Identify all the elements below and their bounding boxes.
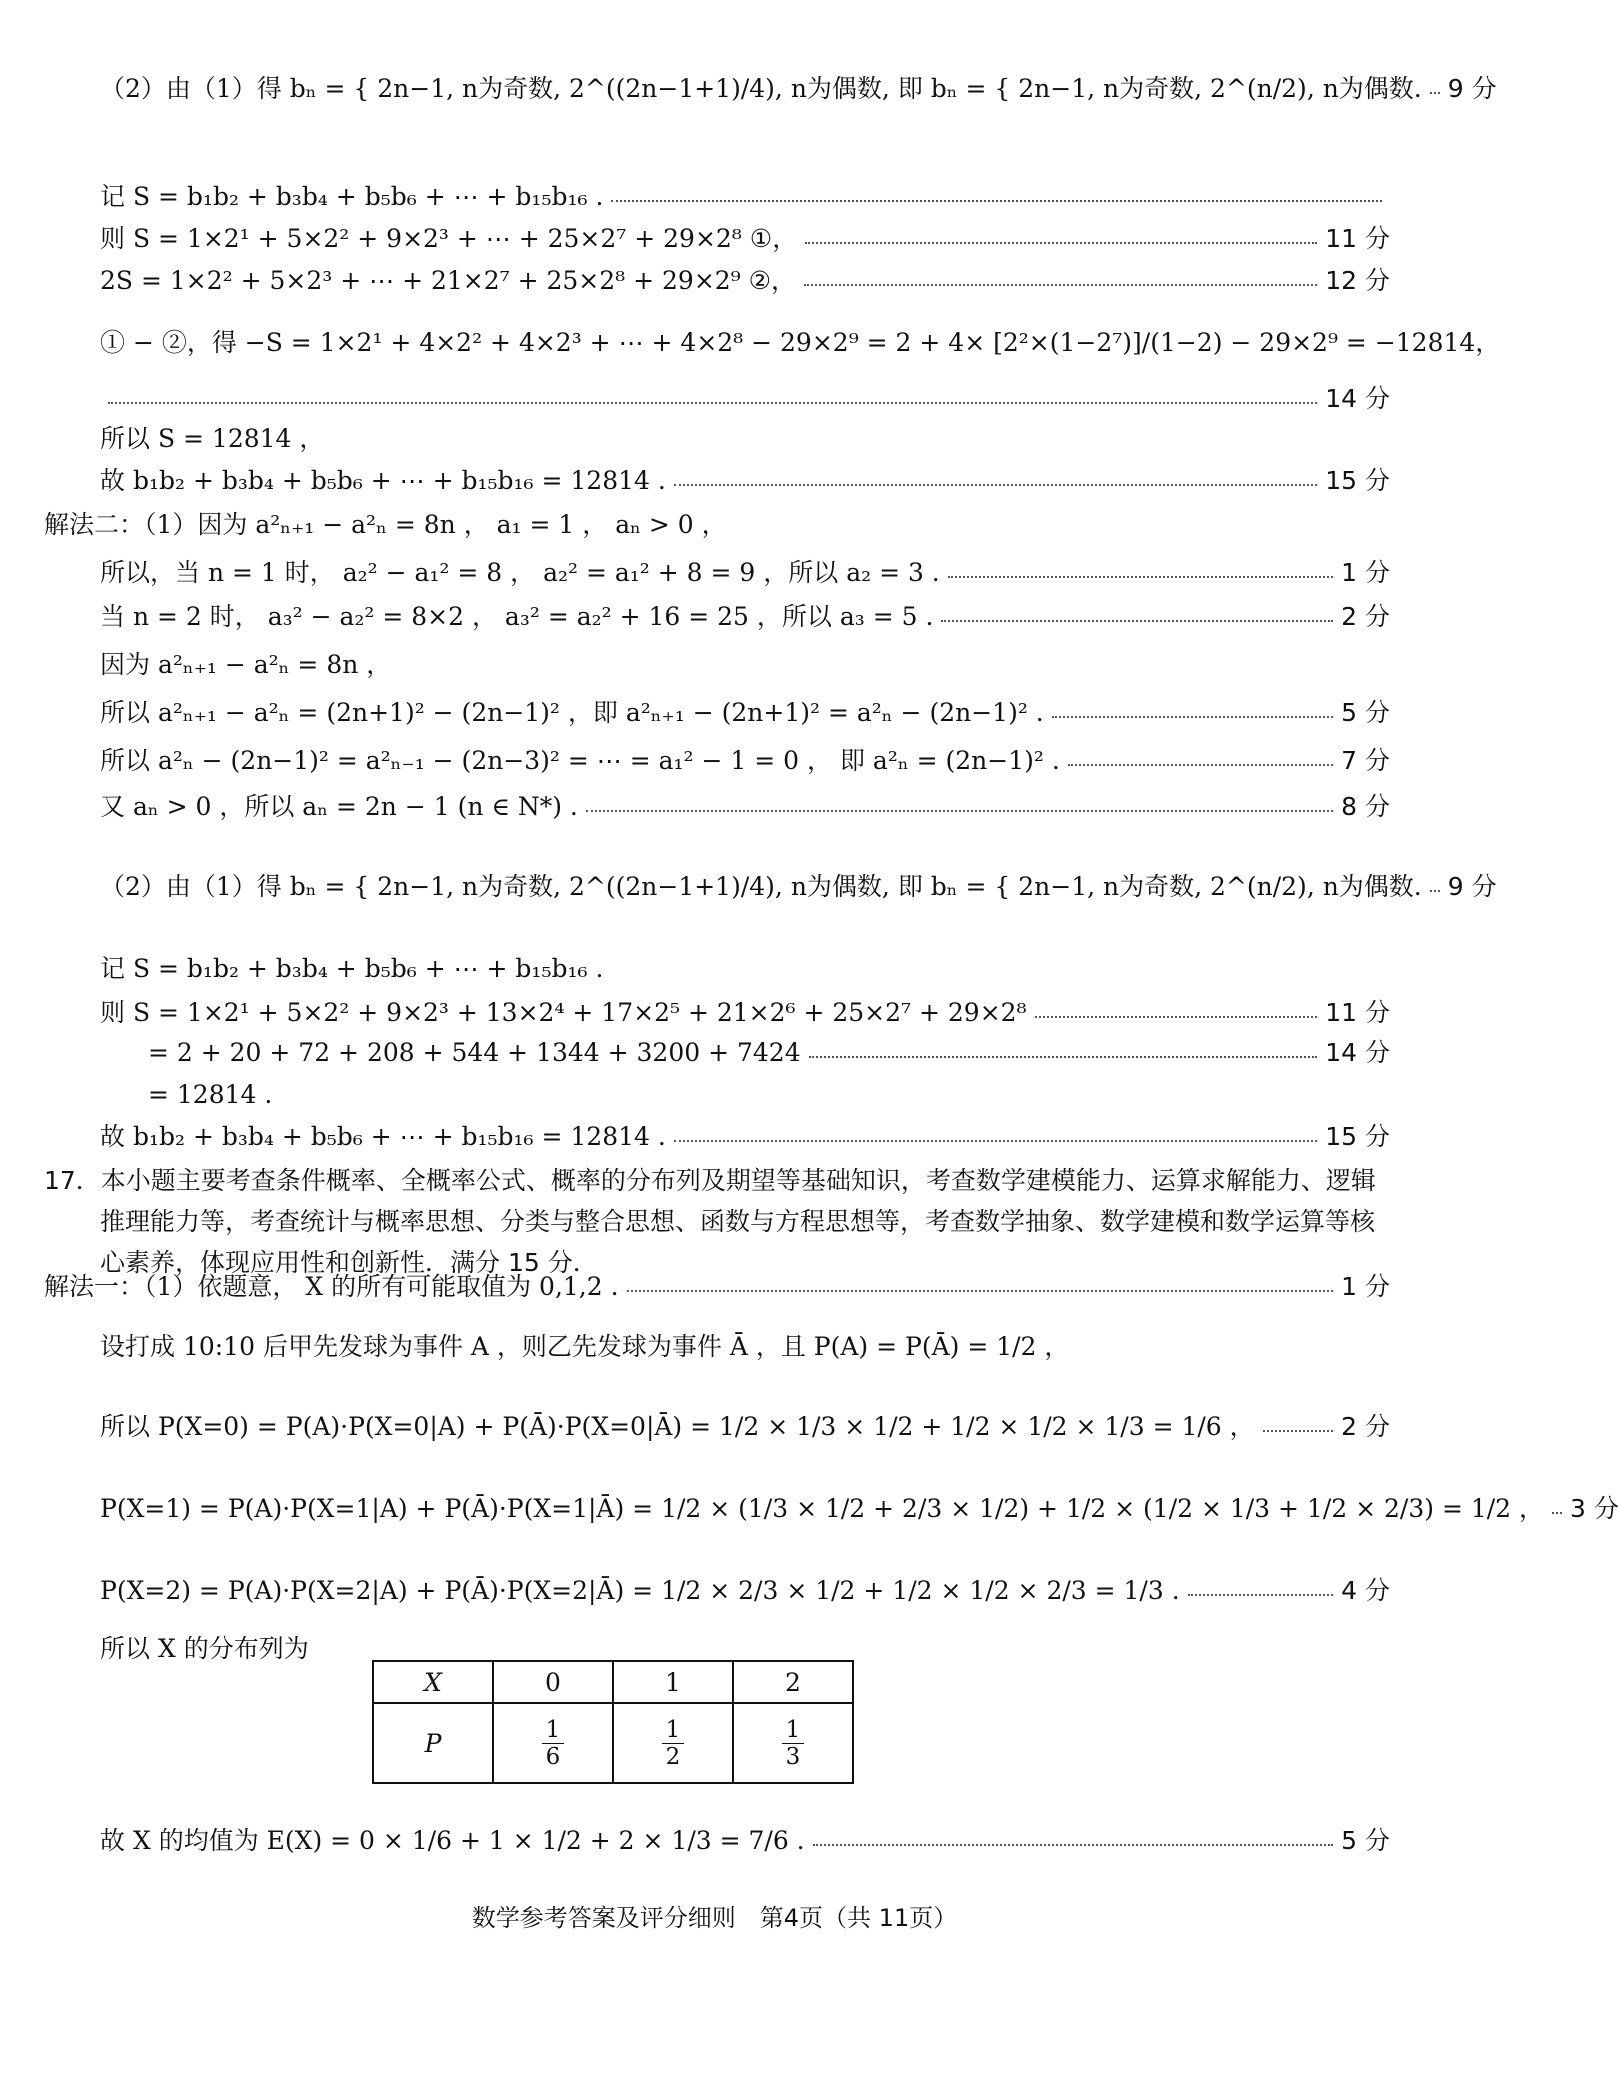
question-17-intro: 17．本小题主要考查条件概率、全概率公式、概率的分布列及期望等基础知识，考查数学建模能力、运算求解能力、逻辑推理能力等，考查统计与概率思想、分类与整合思想、函数与方程思想等，考查数学抽象、数学建模和数学运算等核心素养，体现应用性和创新性．满分 15 分． — [44, 1166, 1376, 1277]
line-text: 故 b₁b₂ + b₃b₄ + b₅b₆ + ⋯ + b₁₅b₁₆ = 12814 . — [100, 1121, 666, 1151]
solution-line — [100, 458, 1390, 502]
line-text: 所以 a²ₙ₊₁ − a²ₙ = (2n+1)² − (2n−1)² ，即 a²ₙ₊₁ − (2n+1)² = a²ₙ − (2n−1)² . — [100, 697, 1044, 727]
solution-line — [100, 416, 1390, 460]
line-text: P(X=1) = P(A)·P(X=1|A) + P(Ā)·P(X=1|Ā) = 1/2 × (1/3 × 1/2 + 2/3 × 1/2) + 1/2 × (1/2 × 1/3 + 1/2 × 2/3) = 1/2 ， — [100, 1493, 1545, 1523]
score-label: 9 分 — [1447, 871, 1497, 901]
solution-line — [100, 1802, 1390, 1878]
score-label: 12 分 — [1325, 265, 1390, 295]
table-header-cell: X — [373, 1661, 493, 1703]
dotted-leader — [1263, 1429, 1333, 1432]
line-text: 设打成 10:10 后甲先发球为事件 A ，则乙先发球为事件 Ā ，且 P(A) = P(Ā) = 1/2 ， — [100, 1331, 1070, 1361]
table-cell — [733, 1703, 853, 1783]
fraction — [662, 1717, 685, 1770]
solution-line — [100, 1470, 1619, 1546]
solution-line — [100, 376, 1390, 420]
dotted-leader — [809, 1055, 1318, 1058]
line-text: 所以 P(X=0) = P(A)·P(X=0|A) + P(Ā)·P(X=0|Ā) = 1/2 × 1/3 × 1/2 + 1/2 × 1/2 × 1/3 = 1/6 ， — [100, 1411, 1255, 1441]
line-text: 所以 X 的分布列为 — [100, 1633, 309, 1663]
score-label: 5 分 — [1341, 697, 1390, 727]
table-header-cell: 2 — [733, 1661, 853, 1703]
solution-line — [44, 1264, 1390, 1308]
score-label: 2 分 — [1341, 1411, 1390, 1441]
dotted-leader — [586, 809, 1333, 812]
line-text: 则 S = 1×2¹ + 5×2² + 9×2³ + 13×2⁴ + 17×2⁵ + 21×2⁶ + 25×2⁷ + 29×2⁸ — [100, 997, 1027, 1027]
denominator: 6 — [545, 1743, 561, 1770]
score-label: 4 分 — [1341, 1575, 1390, 1605]
score-label: 14 分 — [1325, 1037, 1390, 1067]
solution-line — [100, 1308, 1390, 1384]
page-footer: 数学参考答案及评分细则 第4页（共 11页） — [471, 1904, 958, 1932]
dotted-leader — [1430, 91, 1440, 94]
table-header-cell: 1 — [613, 1661, 733, 1703]
line-text: P(X=2) = P(A)·P(X=2|A) + P(Ā)·P(X=2|Ā) = 1/2 × 2/3 × 1/2 + 1/2 × 1/2 × 2/3 = 1/3 . — [100, 1575, 1180, 1605]
numerator: 1 — [782, 1717, 805, 1744]
dotted-leader — [674, 483, 1317, 486]
line-text: 当 n = 2 时， a₃² − a₂² = 8×2 ， a₃² = a₂² + 16 = 25 ，所以 a₃ = 5 . — [100, 601, 934, 631]
fraction — [782, 1717, 805, 1770]
solution-line — [100, 304, 1501, 380]
dotted-leader — [1188, 1593, 1333, 1596]
line-text: 则 S = 1×2¹ + 5×2² + 9×2³ + ⋯ + 25×2⁷ + 29×2⁸ ①， — [100, 223, 798, 253]
line-text: = 2 + 20 + 72 + 208 + 544 + 1344 + 3200 + 7424 — [148, 1037, 801, 1067]
solution-line — [100, 550, 1390, 594]
line-text: （2）由（1）得 bₙ = { 2n−1, n为奇数, 2^((2n−1+1)/4), n为偶数, 即 bₙ = { 2n−1, n为奇数, 2^(n/2), n为偶数. — [100, 73, 1422, 103]
score-label: 2 分 — [1341, 601, 1390, 631]
solution-line — [100, 784, 1390, 828]
solution-line — [100, 1114, 1390, 1158]
line-text: ① − ②，得 −S = 1×2¹ + 4×2² + 4×2³ + ⋯ + 4×2⁸ − 29×2⁹ = 2 + 4× [2²×(1−2⁷)]/(1−2) − 29×2⁹ = −12814， — [100, 327, 1501, 357]
solution-line — [148, 1072, 1390, 1116]
line-text: 因为 a²ₙ₊₁ − a²ₙ = 8n ， — [100, 649, 392, 679]
dotted-leader — [108, 401, 1317, 404]
dotted-leader — [627, 1289, 1334, 1292]
denominator: 3 — [785, 1743, 801, 1770]
dotted-leader — [611, 199, 1382, 202]
dotted-leader — [1068, 763, 1333, 766]
line-text: 解法二：（1）因为 a²ₙ₊₁ − a²ₙ = 8n ， a₁ = 1 ， aₙ > 0 ， — [44, 509, 727, 539]
line-text: 故 X 的均值为 E(X) = 0 × 1/6 + 1 × 1/2 + 2 × 1/3 = 7/6 . — [100, 1825, 805, 1855]
score-label: 8 分 — [1341, 791, 1390, 821]
solution-line — [100, 50, 1497, 126]
line-text: 所以，当 n = 1 时， a₂² − a₁² = 8 ， a₂² = a₁² + 8 = 9 ，所以 a₂ = 3 . — [100, 557, 940, 587]
line-text: 又 aₙ > 0 ，所以 aₙ = 2n − 1 (n ∈ N*) . — [100, 791, 578, 821]
solution-line — [100, 690, 1390, 734]
score-label: 15 分 — [1325, 1121, 1390, 1151]
solution-line — [100, 642, 1390, 686]
solution-line — [44, 502, 1390, 546]
score-label: 11 分 — [1325, 223, 1390, 253]
table-header-cell: 0 — [493, 1661, 613, 1703]
score-label: 14 分 — [1325, 383, 1390, 413]
solution-line — [100, 990, 1390, 1034]
table-cell — [493, 1703, 613, 1783]
solution-line — [100, 848, 1497, 924]
line-text: 解法一：（1）依题意， X 的所有可能取值为 0,1,2 . — [44, 1271, 619, 1301]
solution-line — [100, 594, 1390, 638]
score-label: 7 分 — [1341, 745, 1390, 775]
dotted-leader — [805, 241, 1317, 244]
solution-line — [100, 946, 1390, 990]
dotted-leader — [1430, 889, 1440, 892]
table-cell — [613, 1703, 733, 1783]
dotted-leader — [674, 1139, 1317, 1142]
line-text: 记 S = b₁b₂ + b₃b₄ + b₅b₆ + ⋯ + b₁₅b₁₆ . — [100, 953, 604, 983]
table-header-row — [373, 1661, 853, 1703]
line-text: 记 S = b₁b₂ + b₃b₄ + b₅b₆ + ⋯ + b₁₅b₁₆ . — [100, 181, 604, 211]
dotted-leader — [804, 283, 1317, 286]
solution-line — [100, 1388, 1390, 1464]
score-label: 15 分 — [1325, 465, 1390, 495]
solution-line — [100, 1552, 1390, 1628]
numerator: 1 — [662, 1717, 685, 1744]
numerator: 1 — [542, 1717, 565, 1744]
line-text: 所以 S = 12814 ， — [100, 423, 325, 453]
table-row — [373, 1703, 853, 1783]
distribution-table — [372, 1660, 854, 1784]
line-text: （2）由（1）得 bₙ = { 2n−1, n为奇数, 2^((2n−1+1)/4), n为偶数, 即 bₙ = { 2n−1, n为奇数, 2^(n/2), n为偶数. — [100, 871, 1422, 901]
line-text: 所以 a²ₙ − (2n−1)² = a²ₙ₋₁ − (2n−3)² = ⋯ = a₁² − 1 = 0 ， 即 a²ₙ = (2n−1)² . — [100, 745, 1060, 775]
line-text: 2S = 1×2² + 5×2³ + ⋯ + 21×2⁷ + 25×2⁸ + 29×2⁹ ②， — [100, 265, 797, 295]
dotted-leader — [948, 575, 1333, 578]
dotted-leader — [1035, 1015, 1318, 1018]
score-label: 11 分 — [1325, 997, 1390, 1027]
denominator: 2 — [665, 1743, 681, 1770]
score-label: 1 分 — [1341, 557, 1390, 587]
fraction — [542, 1717, 565, 1770]
dotted-leader — [1552, 1511, 1562, 1514]
dotted-leader — [813, 1843, 1334, 1846]
dotted-leader — [1052, 715, 1333, 718]
line-text: = 12814 . — [148, 1079, 273, 1109]
score-label: 5 分 — [1341, 1825, 1390, 1855]
solution-line — [148, 1030, 1390, 1074]
score-label: 3 分 — [1570, 1493, 1619, 1523]
table-row-label: P — [373, 1703, 493, 1783]
line-text: 故 b₁b₂ + b₃b₄ + b₅b₆ + ⋯ + b₁₅b₁₆ = 12814 . — [100, 465, 666, 495]
solution-line — [100, 258, 1390, 302]
score-label: 9 分 — [1447, 73, 1497, 103]
solution-line — [100, 174, 1390, 218]
dotted-leader — [941, 619, 1333, 622]
solution-line — [100, 738, 1390, 782]
solution-line — [100, 216, 1390, 260]
score-label: 1 分 — [1341, 1271, 1390, 1301]
